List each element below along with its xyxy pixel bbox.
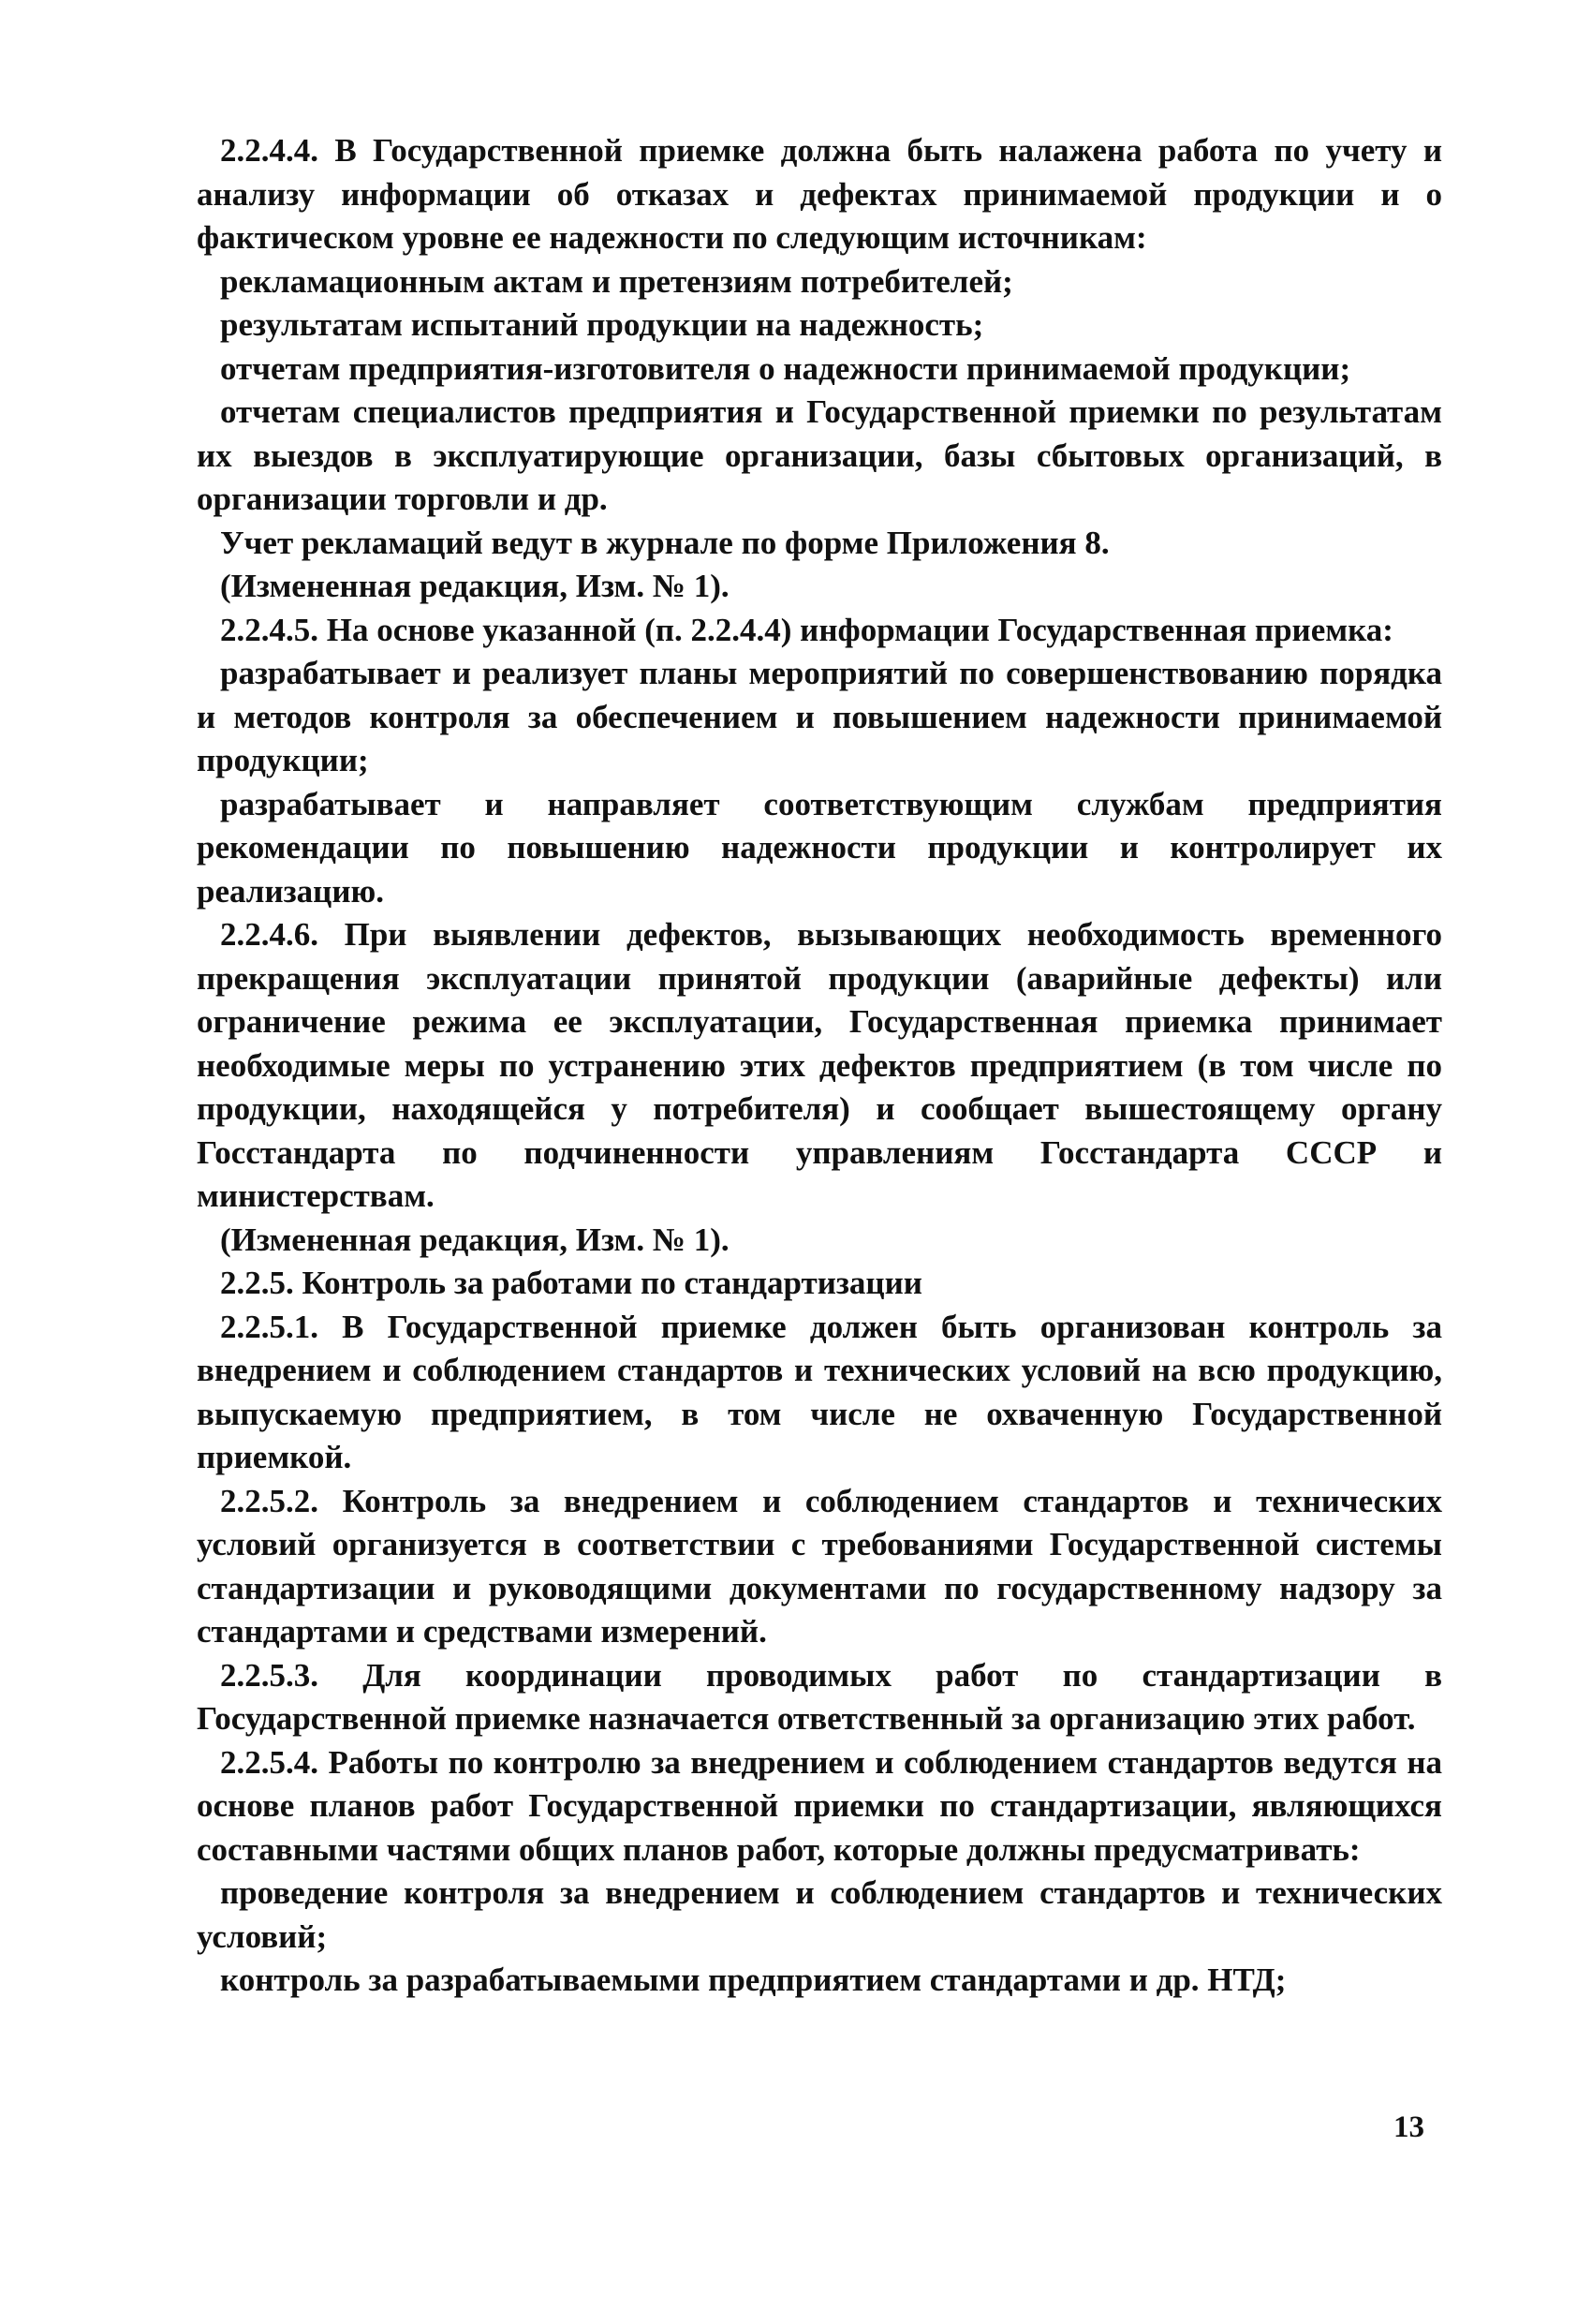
list-item-ntd: контроль за разрабатываемыми предприятием стандартами и др. НТД; [220,1961,1287,1998]
paragraph-2-2-5-1: 2.2.5.1. В Государственной приемке должен быть организован контроль за внедрением и соблюдением стандартов и технических условий на всю продукцию, выпускаемую предприятием, в том числе не охваченную Государственной приемкой. [197,1308,1442,1475]
paragraph-2-2-5-3: 2.2.5.3. Для координации проводимых работ по стандартизации в Государственной приемке назначается ответственный за организацию этих работ. [197,1656,1442,1737]
document-body [197,129,1442,2003]
amendment-note: (Измененная редакция, Изм. № 1). [220,1221,730,1258]
list-item-tests: результатам испытаний продукции на надежность; [220,306,984,343]
list-item-control: проведение контроля за внедрением и соблюдением стандартов и технических условий; [197,1874,1442,1955]
section-heading-2-2-5 [197,1262,1442,1306]
page-number: 13 [1393,2110,1424,2144]
paragraph-2-2-4-6: 2.2.4.6. При выявлении дефектов, вызывающих необходимость временного прекращения эксплуатации принятой продукции (аварийные дефекты) или ограничение режима ее эксплуатации, Государственная приемка принимает необходимые меры по устранению этих дефектов предприятием (в том числе по продукции, находящейся у потребителя) и сообщает вышестоящему органу Госстандарта по подчиненности управлениям Госстандарта СССР и министерствам. [197,916,1442,1214]
list-item-recommendations: разрабатывает и направляет соответствующим службам предприятия рекомендации по повышению надежности продукции и контролирует их реализацию. [197,785,1442,910]
paragraph-2-2-5-4: 2.2.5.4. Работы по контролю за внедрением и соблюдением стандартов ведутся на основе планов работ Государственной приемки по стандартизации, являющихся составными частями общих планов работ, которые должны предусматривать: [197,1743,1442,1868]
list-item-plans: разрабатывает и реализует планы мероприятий по совершенствованию порядка и методов контроля за обеспечением и повышением надежности принимаемой продукции; [197,655,1442,778]
section-title: Контроль за работами по стандартизации [302,1265,922,1301]
amendment-note: (Измененная редакция, Изм. № 1). [220,568,730,604]
paragraph-2-2-4-4: 2.2.4.4. В Государственной приемке должна быть налажена работа по учету и анализу информации об отказах и дефектах принимаемой продукции и о фактическом уровне ее надежности по следующим источникам: [197,132,1442,256]
paragraph-claims-journal: Учет рекламаций ведут в журнале по форме Приложения 8. [220,524,1110,561]
list-item-claims: рекламационным актам и претензиям потребителей; [220,262,1013,300]
paragraph-2-2-5-2: 2.2.5.2. Контроль за внедрением и соблюдением стандартов и технических условий организуется в соответствии с требованиями Государственной системы стандартизации и руководящими документами по государственному надзору за стандартами и средствами измерений. [197,1482,1442,1650]
section-number: 2.2.5. [220,1265,294,1301]
paragraph-2-2-4-5: 2.2.4.5. На основе указанной (п. 2.2.4.4) информации Государственная приемка: [220,611,1393,648]
list-item-specialist-reports: отчетам специалистов предприятия и Государственной приемки по результатам их выездов в эксплуатирующие организации, базы сбытовых организаций, в организации торговли и др. [197,393,1442,517]
list-item-manufacturer-reports: отчетам предприятия-изготовителя о надежности принимаемой продукции; [220,349,1351,387]
